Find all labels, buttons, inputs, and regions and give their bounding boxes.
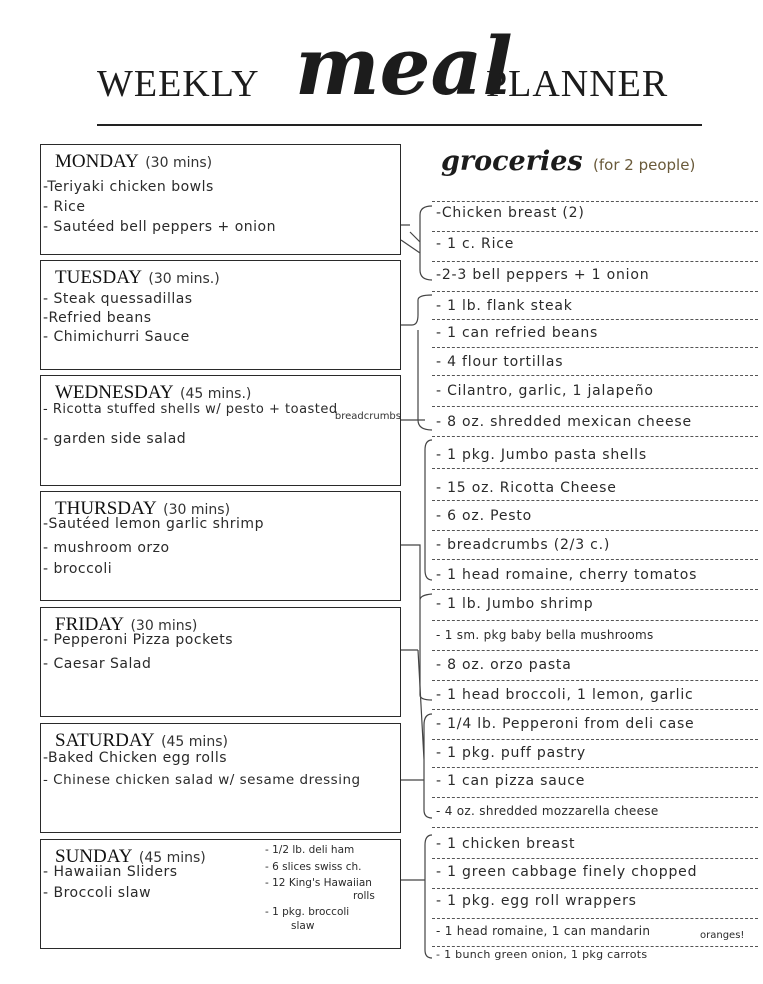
grocery-item: - 4 oz. shredded mozzarella cheese [436, 804, 659, 818]
grocery-item: - 1 head romaine, 1 can mandarin [436, 924, 651, 938]
groceries-title: groceries [441, 146, 583, 177]
meal-item: - broccoli [43, 561, 113, 577]
grocery-item: - 1 can refried beans [436, 325, 599, 341]
grocery-item: - 1 green cabbage finely chopped [436, 864, 698, 880]
day-name: SUNDAY [55, 846, 133, 867]
bracket-wednesday [401, 420, 432, 580]
grocery-item: - 1 chicken breast [436, 836, 576, 852]
bracket-friday [401, 650, 432, 818]
meal-item: -Teriyaki chicken bowls [43, 179, 214, 195]
day-time: (45 mins) [138, 850, 206, 866]
bracket-thursday [401, 545, 432, 700]
grocery-item: - 1 can pizza sauce [436, 773, 586, 789]
meal-item-continuation: breadcrumbs [334, 411, 401, 422]
meal-item: - Broccoli slaw [43, 885, 152, 901]
day-name: SATURDAY [55, 730, 155, 751]
grocery-item: - 1 bunch green onion, 1 pkg carrots [436, 948, 648, 961]
meal-item: - mushroom orzo [43, 540, 170, 556]
grocery-item: - 1 pkg. egg roll wrappers [436, 893, 637, 909]
day-time: (30 mins) [145, 155, 213, 171]
meal-item: - Rice [43, 199, 86, 215]
day-time: (30 mins.) [148, 271, 220, 287]
grocery-item: - 6 oz. Pesto [436, 508, 532, 524]
bracket-sunday [401, 835, 432, 958]
grocery-item: -Chicken breast (2) [436, 205, 585, 221]
grocery-item: - 1 lb. flank steak [436, 298, 573, 314]
sunday-side-note: - 6 slices swiss ch. [265, 861, 362, 873]
day-name: WEDNESDAY [55, 382, 174, 403]
sunday-side-note: slaw [291, 920, 315, 932]
grocery-item: - 1/4 lb. Pepperoni from deli case [436, 716, 695, 732]
meal-item: - Hawaiian Sliders [43, 864, 178, 880]
groceries-note: (for 2 people) [593, 156, 696, 174]
sunday-side-note: - 12 King's Hawaiian [265, 877, 372, 889]
meal-item: - Pepperoni Pizza pockets [43, 632, 234, 648]
meal-item: -Baked Chicken egg rolls [43, 750, 227, 766]
grocery-item: - 1 c. Rice [436, 236, 515, 252]
grocery-item: - 1 sm. pkg baby bella mushrooms [436, 628, 654, 642]
title-meal-script: meal [295, 19, 513, 113]
day-name: FRIDAY [55, 614, 124, 635]
day-name: TUESDAY [55, 267, 142, 288]
day-time: (45 mins.) [180, 386, 252, 402]
sunday-side-note: rolls [353, 890, 375, 902]
bracket-monday [401, 206, 432, 280]
sunday-side-note: - 1 pkg. broccoli [265, 906, 350, 918]
grocery-item: - 1 lb. Jumbo shrimp [436, 596, 594, 612]
bracket-tuesday [401, 295, 432, 430]
meal-item: -Sautéed lemon garlic shrimp [43, 516, 264, 532]
grocery-item-extra: oranges! [700, 930, 745, 941]
sunday-side-note: - 1/2 lb. deli ham [265, 844, 355, 856]
day-time: (30 mins) [163, 502, 231, 518]
title-weekly: WEEKLY [97, 63, 260, 105]
meal-item: - Steak quessadillas [43, 291, 193, 307]
grocery-item: - 1 pkg. puff pastry [436, 745, 586, 761]
grocery-item: - 1 head romaine, cherry tomatos [436, 567, 698, 583]
day-time: (45 mins) [161, 734, 228, 750]
grocery-item: - 15 oz. Ricotta Cheese [436, 480, 617, 496]
title-planner: PLANNER [486, 63, 669, 105]
grocery-item: -2-3 bell peppers + 1 onion [436, 267, 650, 283]
grocery-item: - 8 oz. shredded mexican cheese [436, 414, 692, 430]
meal-item: -Refried beans [43, 310, 152, 326]
meal-item: - Sautéed bell peppers + onion [43, 219, 276, 235]
meal-item: - Chimichurri Sauce [43, 329, 190, 345]
day-time: (30 mins) [130, 618, 198, 634]
grocery-item: - 1 pkg. Jumbo pasta shells [436, 447, 647, 463]
meal-item: - Ricotta stuffed shells w/ pesto + toasted [43, 402, 338, 417]
day-name: MONDAY [55, 151, 139, 172]
meal-item: - Caesar Salad [43, 656, 152, 672]
grocery-item: - 1 head broccoli, 1 lemon, garlic [436, 687, 694, 703]
day-name: THURSDAY [55, 498, 157, 519]
grocery-item: - 4 flour tortillas [436, 354, 564, 370]
grocery-item: - breadcrumbs (2/3 c.) [436, 537, 611, 553]
grocery-item: - 8 oz. orzo pasta [436, 657, 572, 673]
meal-item: - Chinese chicken salad w/ sesame dressing [43, 772, 361, 788]
meal-item: - garden side salad [43, 431, 187, 447]
grocery-item: - Cilantro, garlic, 1 jalapeño [436, 383, 654, 399]
